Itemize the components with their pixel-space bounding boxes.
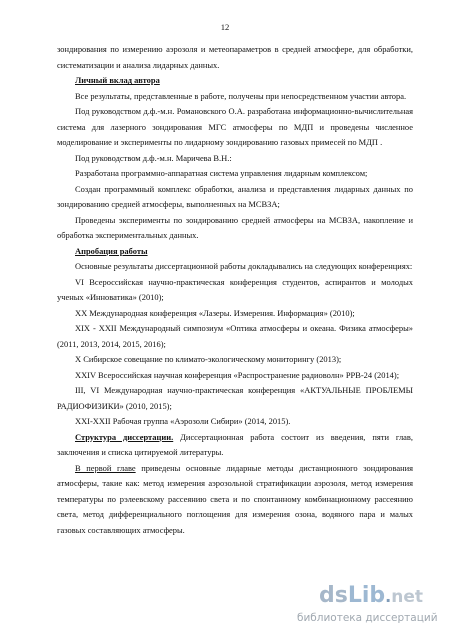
- watermark-logo: [319, 583, 423, 609]
- paragraph-chapter-one: [57, 461, 413, 539]
- conference-item: XX Международная конференция «Лазеры. Измерения. Информация» (2010);: [75, 307, 355, 318]
- page-number: 12: [220, 22, 230, 32]
- conference-item: X Сибирское совещание по климато-экологическому мониторингу (2013);: [75, 354, 342, 364]
- paragraph: Основные результаты диссертационной работы докладывались на следующих конференциях:: [75, 261, 413, 271]
- section-heading-structure: Структура диссертации.: [75, 431, 174, 442]
- paragraph-text: Диссертационная работа состоит из введения, пяти глав, заключения и списка цитируемой литературы.: [57, 431, 413, 457]
- watermark: [297, 583, 442, 631]
- paragraph: Под руководством д.ф.-м.н. Маричева В.Н.:: [75, 152, 232, 163]
- conference-item: III, VI Международная научно-практическая конференция «АКТУАЛЬНЫЕ ПРОБЛЕМЫ РАДИОФИЗИКИ» (2010, 2015);: [57, 385, 413, 411]
- paragraph: Разработана программно-аппаратная система управления лидарным комплексом;: [75, 168, 368, 178]
- paragraph: Проведены эксперименты по зондированию средней атмосферы на МСВЗА, накопление и обработка экспериментальных данных.: [57, 214, 413, 240]
- paragraph: зондирования по измерению аэрозоля и метеопараметров в средней атмосфере, для обработки, систематизации и анализа лидарных данных.: [57, 44, 413, 70]
- paragraph: Под руководством д.ф.-м.н. Романовского О.А. разработана информационно-вычислительная система для лазерного зондирования МГС атмосферы по МДП и проведены численное моделирование и эксперименты по лидарному зондированию газовых примесей по МДП .: [57, 106, 413, 147]
- section-heading-approbation: [57, 244, 413, 260]
- logo-dot: .: [385, 587, 392, 606]
- paragraph-structure: [57, 430, 413, 461]
- logo-ds: ds: [319, 583, 348, 608]
- conference-item: XXI-XXII Рабочая группа «Аэрозоли Сибири» (2014, 2015).: [75, 416, 291, 426]
- section-heading-personal-contribution: [57, 73, 413, 89]
- paragraph: Создан программный комплекс обработки, анализа и представления лидарных данных по зондированию средней атмосферы, выполненных на МСВЗА;: [57, 183, 413, 209]
- paragraph: Все результаты, представленные в работе, получены при непосредственном участии автора.: [75, 90, 407, 101]
- conference-item: XXIV Всероссийская научная конференция «Распространение радиоволн» РРВ-24 (2014);: [75, 369, 400, 380]
- heading-text: Личный вклад автора: [75, 75, 160, 85]
- chapter-lead: В первой главе: [75, 462, 136, 473]
- conference-item: XIX - XXII Международный симпозиум «Оптика атмосферы и океана. Физика атмосферы» (2011, 2013, 2014, 2015, 2016);: [57, 323, 413, 349]
- document-body: [57, 42, 413, 538]
- watermark-tagline: библиотека диссертаций: [297, 612, 438, 624]
- paragraph-text: приведены основные лидарные методы дистанционного зондирования атмосферы, такие как: метод измерения аэрозольной стратификации аэрозоля, метод измерения температуры по рэлеевскому рассеянию света и по спонтанному комбинационному рассеянию света, метод дифференциального поглощения для измерения озона, водяного пара и малых газовых составляющих атмосферы.: [57, 462, 413, 535]
- logo-lib: Lib: [347, 583, 386, 608]
- conference-item: VI Всероссийская научно-практическая конференция студентов, аспирантов и молодых ученых «Инноватика» (2010);: [57, 276, 413, 302]
- heading-text: Апробация работы: [75, 245, 148, 256]
- logo-net: net: [391, 587, 423, 607]
